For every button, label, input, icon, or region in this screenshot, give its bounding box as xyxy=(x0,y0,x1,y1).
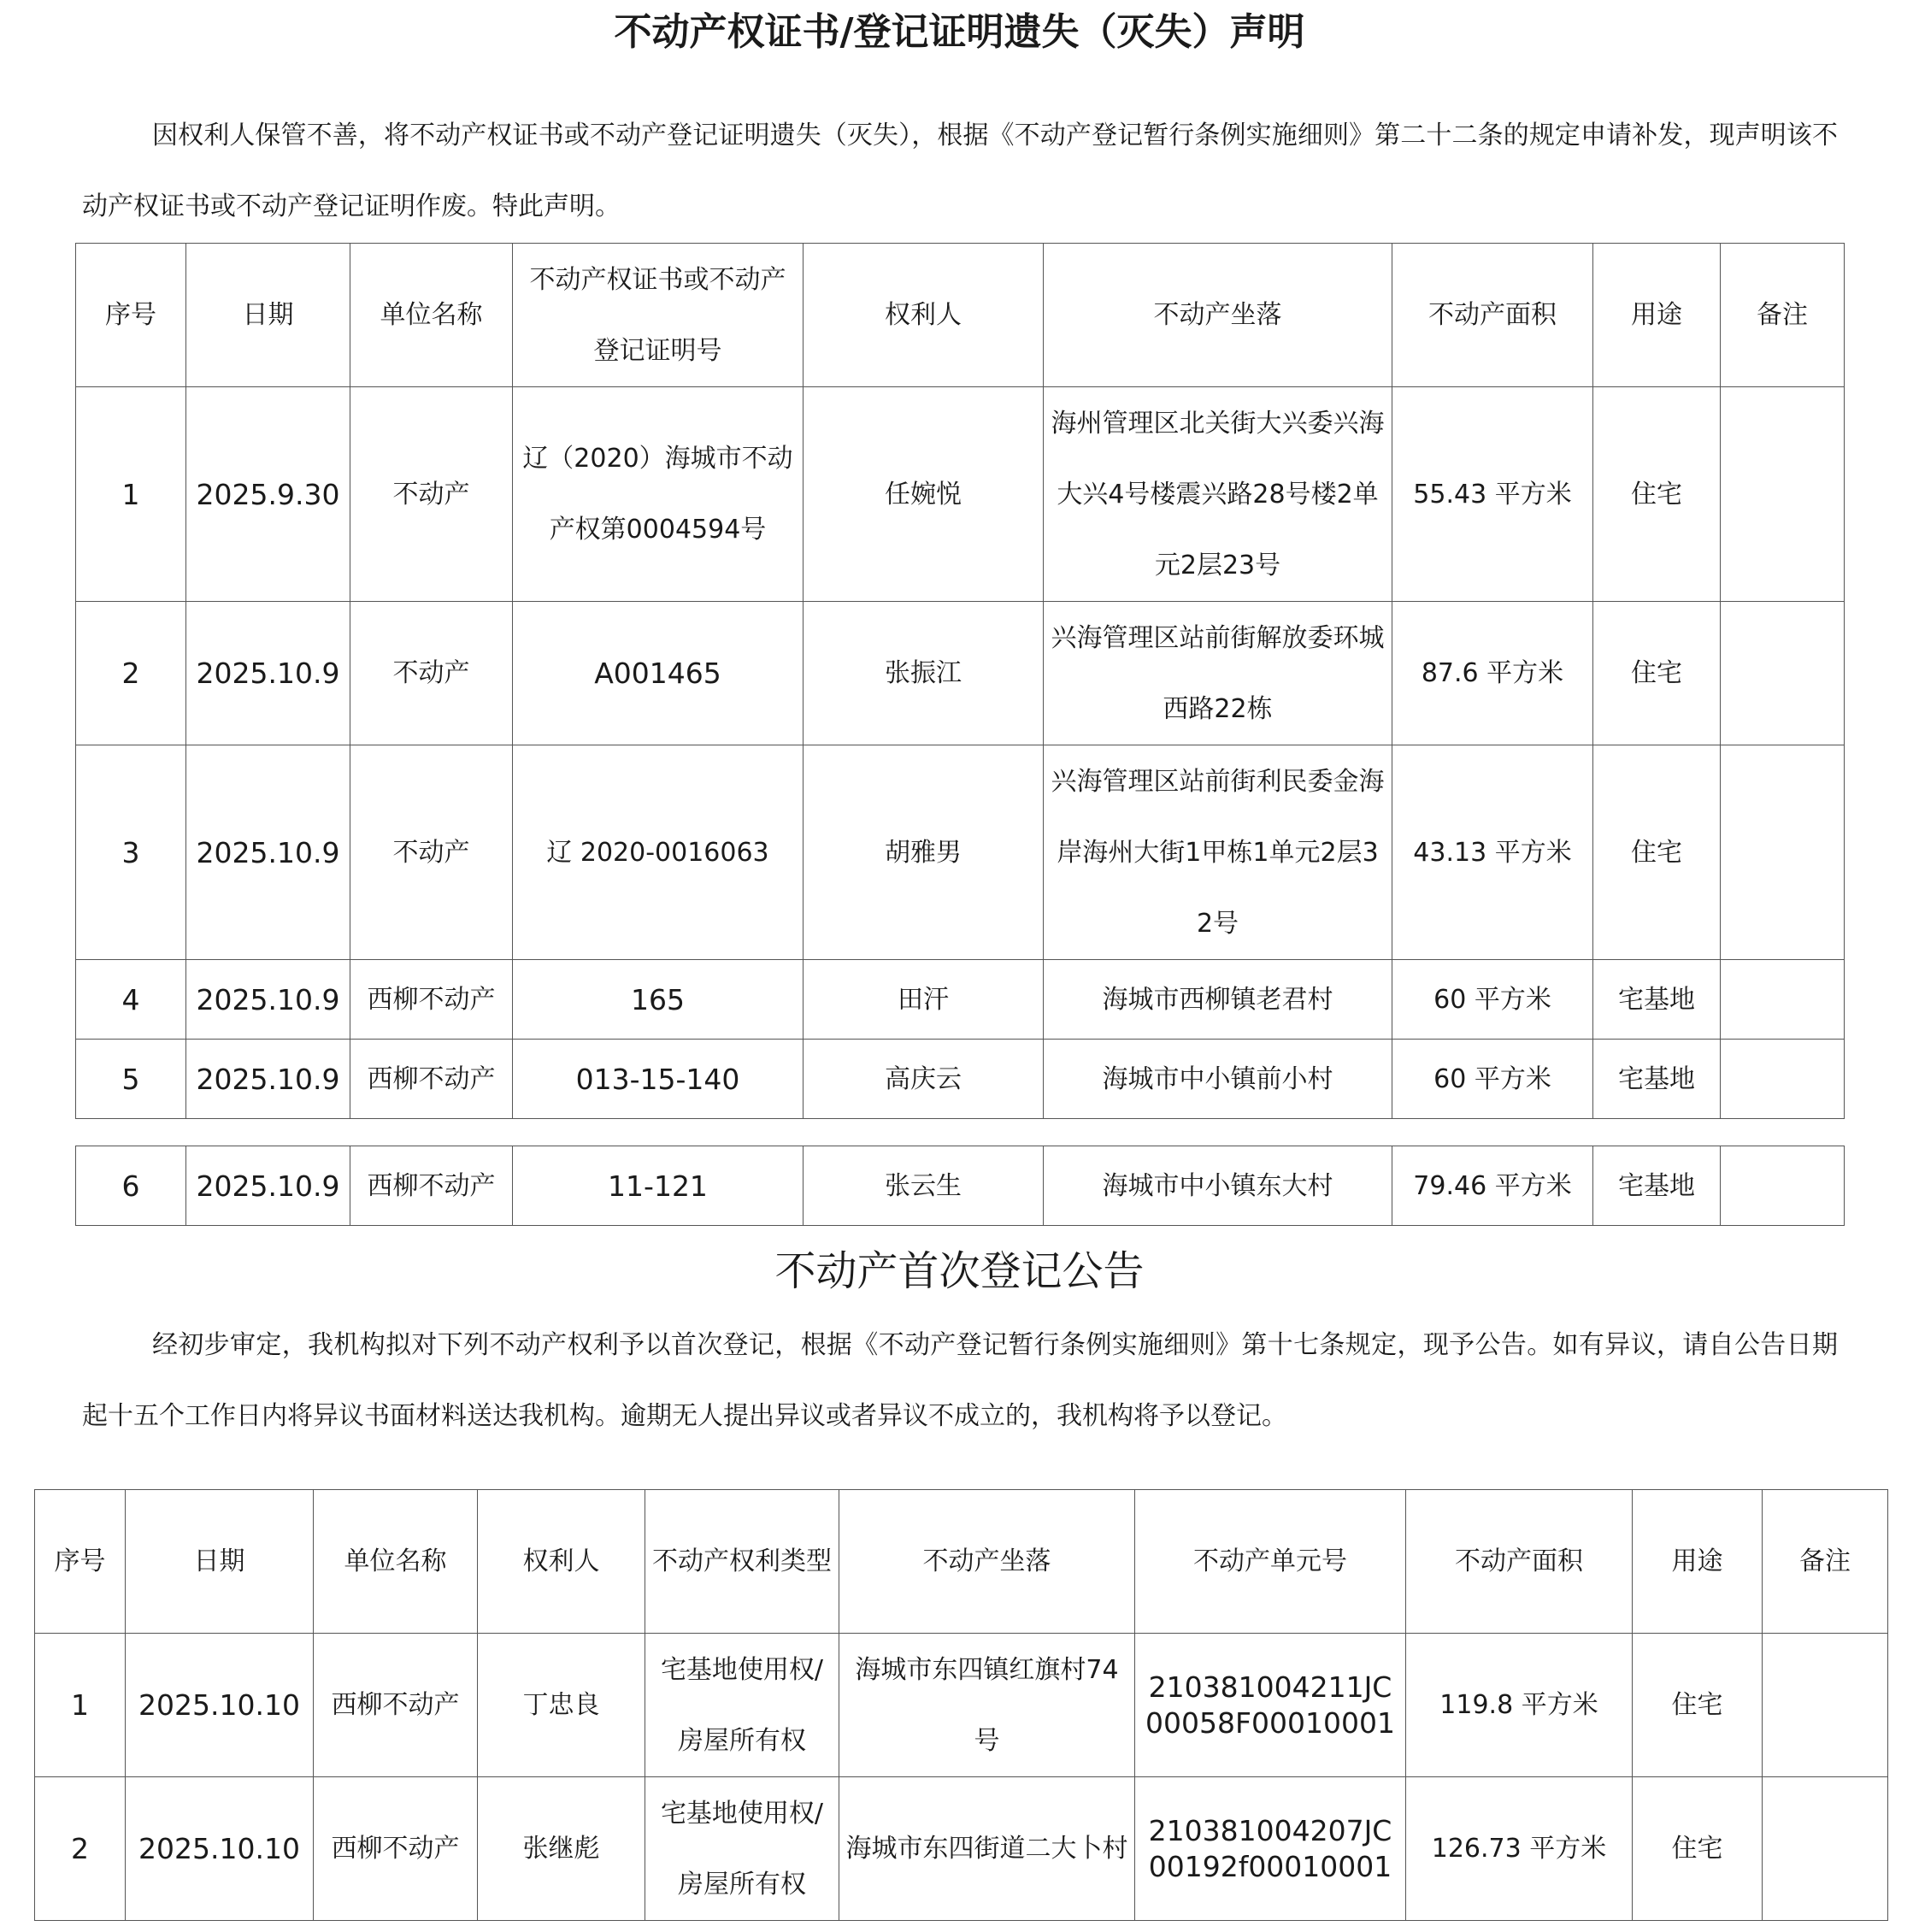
cell-owner: 任婉悦 xyxy=(804,387,1044,602)
cell-unit: 西柳不动产 xyxy=(350,1040,513,1119)
cell-date: 2025.9.30 xyxy=(186,387,350,602)
cell-date: 2025.10.9 xyxy=(186,1040,350,1119)
header-cell: 用途 xyxy=(1633,1490,1763,1634)
header-cell: 不动产坐落 xyxy=(1044,244,1392,387)
cell-remark xyxy=(1721,960,1845,1040)
cell-use: 宅基地 xyxy=(1593,960,1721,1040)
header-cell: 备注 xyxy=(1763,1490,1888,1634)
header-cell: 不动产权利类型 xyxy=(645,1490,839,1634)
cell-location: 海州管理区北关街大兴委兴海大兴4号楼震兴路28号楼2单元2层23号 xyxy=(1044,387,1392,602)
cell-unit: 西柳不动产 xyxy=(350,960,513,1040)
cell-date: 2025.10.10 xyxy=(126,1777,314,1921)
header-cell: 备注 xyxy=(1721,244,1845,387)
cell-location: 海城市东四镇红旗村74号 xyxy=(839,1634,1135,1777)
cell-owner: 高庆云 xyxy=(804,1040,1044,1119)
cell-location: 海城市中小镇东大村 xyxy=(1044,1146,1392,1226)
cell-area: 60 平方米 xyxy=(1392,960,1593,1040)
cell-unit: 西柳不动产 xyxy=(314,1634,478,1777)
cell-no: 1 xyxy=(35,1634,126,1777)
cell-no: 4 xyxy=(76,960,186,1040)
table-row xyxy=(76,602,1845,745)
header-cell: 用途 xyxy=(1593,244,1721,387)
cell-cert: 辽 2020-0016063 xyxy=(513,745,804,960)
table-row xyxy=(76,387,1845,602)
cell-no: 5 xyxy=(76,1040,186,1119)
cell-unit-no: 210381004207JC00192f00010001 xyxy=(1135,1777,1406,1921)
first-registration-table xyxy=(34,1489,1888,1921)
cell-cert: 013-15-140 xyxy=(513,1040,804,1119)
cell-use: 住宅 xyxy=(1633,1634,1763,1777)
cell-use: 宅基地 xyxy=(1593,1146,1721,1226)
notice-title-registration: 不动产首次登记公告 xyxy=(774,1247,1145,1295)
cell-cert: 11-121 xyxy=(513,1146,804,1226)
cell-date: 2025.10.10 xyxy=(126,1634,314,1777)
cell-cert: 辽（2020）海城市不动产权第0004594号 xyxy=(513,387,804,602)
cell-date: 2025.10.9 xyxy=(186,745,350,960)
cell-right-type: 宅基地使用权/房屋所有权 xyxy=(645,1634,839,1777)
cell-remark xyxy=(1721,745,1845,960)
cell-no: 3 xyxy=(76,745,186,960)
cell-right-type: 宅基地使用权/房屋所有权 xyxy=(645,1777,839,1921)
header-cell: 日期 xyxy=(186,244,350,387)
cell-area: 126.73 平方米 xyxy=(1406,1777,1633,1921)
notice-paragraph-loss: 因权利人保管不善，将不动产权证书或不动产登记证明遗失（灭失），根据《不动产登记暂行条例实施细则》第二十二条的规定申请补发，现声明该不动产权证书或不动产登记证明作废。特此声明。 xyxy=(82,121,1838,221)
cell-use: 住宅 xyxy=(1593,387,1721,602)
table-row xyxy=(76,1040,1845,1119)
table-row xyxy=(76,1146,1845,1226)
cell-owner: 张云生 xyxy=(804,1146,1044,1226)
cell-use: 宅基地 xyxy=(1593,1040,1721,1119)
cell-unit: 西柳不动产 xyxy=(314,1777,478,1921)
cell-owner: 张继彪 xyxy=(478,1777,645,1921)
cell-unit: 西柳不动产 xyxy=(350,1146,513,1226)
cell-area: 60 平方米 xyxy=(1392,1040,1593,1119)
cell-cert: A001465 xyxy=(513,602,804,745)
table-row xyxy=(35,1634,1888,1777)
header-cell: 权利人 xyxy=(478,1490,645,1634)
cell-owner: 张振江 xyxy=(804,602,1044,745)
cell-use: 住宅 xyxy=(1593,602,1721,745)
cell-date: 2025.10.9 xyxy=(186,960,350,1040)
cell-owner: 丁忠良 xyxy=(478,1634,645,1777)
cell-remark xyxy=(1721,1040,1845,1119)
cell-no: 6 xyxy=(76,1146,186,1226)
cell-location: 海城市东四街道二大卜村 xyxy=(839,1777,1135,1921)
table-row xyxy=(76,745,1845,960)
cell-cert: 165 xyxy=(513,960,804,1040)
cell-owner: 胡雅男 xyxy=(804,745,1044,960)
cell-unit: 不动产 xyxy=(350,387,513,602)
header-cell: 不动产面积 xyxy=(1392,244,1593,387)
cell-remark xyxy=(1763,1777,1888,1921)
table-header-row xyxy=(76,244,1845,387)
cell-owner: 田汗 xyxy=(804,960,1044,1040)
header-cell: 序号 xyxy=(76,244,186,387)
cell-no: 2 xyxy=(76,602,186,745)
cell-use: 住宅 xyxy=(1633,1777,1763,1921)
cell-area: 119.8 平方米 xyxy=(1406,1634,1633,1777)
header-cell: 不动产单元号 xyxy=(1135,1490,1406,1634)
header-cell: 单位名称 xyxy=(314,1490,478,1634)
cell-area: 55.43 平方米 xyxy=(1392,387,1593,602)
cell-no: 1 xyxy=(76,387,186,602)
loss-declaration-table xyxy=(75,243,1845,1119)
notice-title-loss: 不动产权证书/登记证明遗失（灭失）声明 xyxy=(614,10,1305,54)
cell-unit: 不动产 xyxy=(350,745,513,960)
cell-location: 海城市西柳镇老君村 xyxy=(1044,960,1392,1040)
table-row xyxy=(76,960,1845,1040)
cell-date: 2025.10.9 xyxy=(186,602,350,745)
cell-date: 2025.10.9 xyxy=(186,1146,350,1226)
cell-remark xyxy=(1721,1146,1845,1226)
cell-location: 兴海管理区站前街利民委金海岸海州大街1甲栋1单元2层32号 xyxy=(1044,745,1392,960)
cell-remark xyxy=(1763,1634,1888,1777)
table-header-row xyxy=(35,1490,1888,1634)
header-cell: 日期 xyxy=(126,1490,314,1634)
cell-unit: 不动产 xyxy=(350,602,513,745)
header-cell: 不动产面积 xyxy=(1406,1490,1633,1634)
cell-unit-no: 210381004211JC00058F00010001 xyxy=(1135,1634,1406,1777)
cell-use: 住宅 xyxy=(1593,745,1721,960)
cell-area: 43.13 平方米 xyxy=(1392,745,1593,960)
header-cell: 权利人 xyxy=(804,244,1044,387)
header-cell: 单位名称 xyxy=(350,244,513,387)
header-cell: 不动产坐落 xyxy=(839,1490,1135,1634)
table-row xyxy=(35,1777,1888,1921)
header-cell: 序号 xyxy=(35,1490,126,1634)
notice-paragraph-registration: 经初步审定，我机构拟对下列不动产权利予以首次登记，根据《不动产登记暂行条例实施细则》第十七条规定，现予公告。如有异议，请自公告日期起十五个工作日内将异议书面材料送达我机构。逾期无人提出异议或者异议不成立的，我机构将予以登记。 xyxy=(82,1330,1838,1431)
cell-location: 兴海管理区站前街解放委环城西路22栋 xyxy=(1044,602,1392,745)
header-cell: 不动产权证书或不动产登记证明号 xyxy=(513,244,804,387)
cell-remark xyxy=(1721,387,1845,602)
cell-no: 2 xyxy=(35,1777,126,1921)
cell-location: 海城市中小镇前小村 xyxy=(1044,1040,1392,1119)
cell-remark xyxy=(1721,602,1845,745)
cell-area: 87.6 平方米 xyxy=(1392,602,1593,745)
cell-area: 79.46 平方米 xyxy=(1392,1146,1593,1226)
loss-declaration-table-continued xyxy=(75,1146,1845,1226)
